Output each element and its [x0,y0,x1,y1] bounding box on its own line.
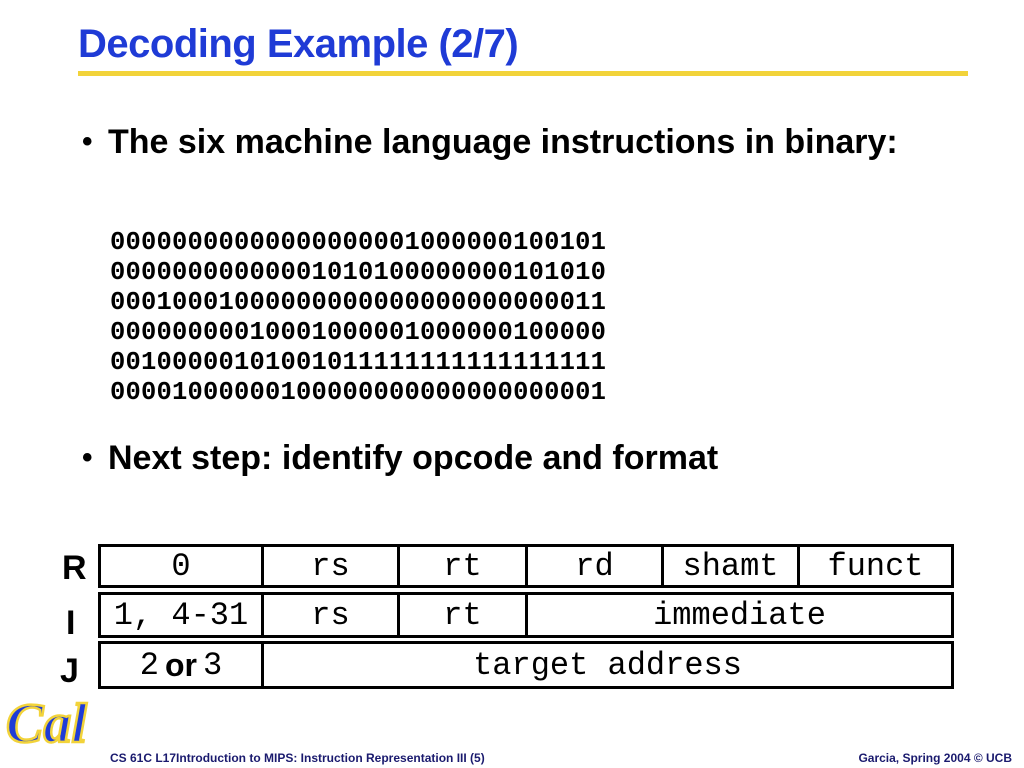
r-field-funct: funct [797,547,951,585]
r-format-row [98,544,954,588]
cal-logo [4,690,100,752]
r-field-opcode: 0 [171,547,191,585]
j-opcode-3: 3 [203,646,223,684]
binary-instruction: 00100000101001011111111111111111 [110,348,607,377]
title-underline [78,71,968,76]
j-opcode-or: or [165,646,197,683]
j-format-row [98,641,954,689]
r-field-rs: rs [261,547,397,585]
binary-instruction-list [110,228,606,408]
bullet-item-2 [82,440,922,476]
binary-instruction: 00001000000100000000000000000001 [110,378,607,407]
bullet-text-1: The six machine language instructions in binary: [108,123,898,161]
format-label-i: I [66,604,76,642]
format-label-r: R [62,549,87,587]
i-field-opcode: 1, 4-31 [113,596,249,634]
j-opcode-2: 2 [139,646,159,684]
r-field-shamt: shamt [661,547,797,585]
i-field-rs: rs [261,595,397,635]
bullet-marker: • [82,125,93,158]
cal-logo-text: Cal [6,693,87,752]
i-format-row [98,592,954,638]
r-field-rt: rt [397,547,525,585]
bullet-text-2: Next step: identify opcode and format [108,439,719,477]
i-field-immediate: immediate [525,595,951,635]
r-field-rd: rd [525,547,661,585]
i-field-rt: rt [397,595,525,635]
footer-credit: Garcia, Spring 2004 © UCB [858,751,1012,765]
binary-instruction: 00010001000000000000000000000011 [110,288,607,317]
binary-instruction: 00000000000000000001000000100101 [110,228,607,257]
bullet-item-1 [82,124,922,160]
binary-instruction: 00000000000001010100000000101010 [110,258,607,287]
j-field-target-address: target address [261,644,951,686]
footer-course-info: CS 61C L17Introduction to MIPS: Instruction Representation III (5) [110,751,485,765]
binary-instruction: 00000000010001000001000000100000 [110,318,607,347]
slide-title: Decoding Example (2/7) [78,22,519,66]
format-label-j: J [60,652,79,690]
bullet-marker: • [82,441,93,474]
j-field-opcode [101,644,261,686]
